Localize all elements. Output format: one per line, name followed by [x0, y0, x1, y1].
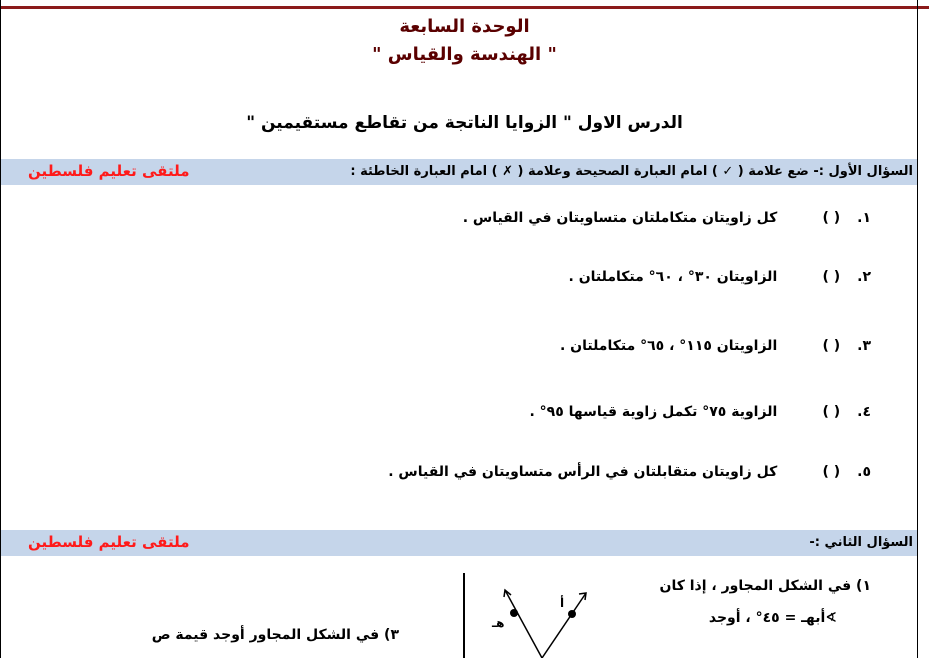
- unit-subtitle: " الهندسة والقياس ": [372, 44, 557, 65]
- top-border: [0, 6, 929, 9]
- answer-box[interactable]: ( ): [822, 404, 841, 420]
- item-number: ٢.: [857, 269, 871, 285]
- lesson-title: الدرس الاول " الزوايا الناتجة من تقاطع مستقيمين ": [246, 113, 683, 133]
- item-text: كل زاويتان متقابلتان في الرأس متساويتان في القياس .: [388, 464, 778, 480]
- answer-box[interactable]: ( ): [822, 464, 841, 480]
- list-item: [560, 338, 871, 354]
- question1-band: [1, 159, 917, 185]
- answer-box[interactable]: ( ): [822, 338, 841, 354]
- brand-label: ملتقى تعليم فلسطين: [28, 162, 190, 180]
- item-text: كل زاويتان متكاملتان متساويتان في القياس .: [462, 210, 778, 226]
- item-number: ٥.: [857, 464, 871, 480]
- answer-box[interactable]: ( ): [822, 269, 841, 285]
- brand-label: ملتقى تعليم فلسطين: [28, 533, 190, 551]
- item-number: ١.: [857, 210, 871, 226]
- question2-part1-line1: ١) في الشكل المجاور ، إذا كان: [659, 578, 871, 594]
- question2-prompt: السؤال الثاني :-: [809, 535, 913, 550]
- intersecting-lines-figure: [478, 585, 598, 658]
- point-a: [568, 610, 576, 618]
- line-h: [505, 590, 542, 658]
- list-item: [529, 404, 871, 420]
- item-text: الزاويتان ٣٠° ، ٦٠° متكاملتان .: [568, 269, 778, 285]
- question2-band: [1, 530, 917, 556]
- label-h: هـ: [492, 616, 505, 630]
- label-a: أ: [560, 596, 565, 610]
- unit-title: الوحدة السابعة: [399, 16, 530, 37]
- column-divider: [463, 573, 465, 658]
- question2-part1-line2: ∢أبهـ = ٤٥° ، أوجد: [708, 610, 837, 626]
- list-item: [388, 464, 871, 480]
- question2-part3: ٣) في الشكل المجاور أوجد قيمة ص: [151, 627, 399, 643]
- answer-box[interactable]: ( ): [822, 210, 841, 226]
- left-margin-line: [0, 0, 1, 658]
- list-item: [569, 269, 872, 285]
- list-item: [463, 210, 871, 226]
- point-h: [510, 609, 518, 617]
- item-text: الزاوية ٧٥° تكمل زاوية قياسها ٩٥° .: [529, 404, 778, 420]
- right-margin-line: [917, 0, 918, 658]
- question1-prompt: السؤال الأول :- ضع علامة ( ✓ ) امام العبارة الصحيحة وعلامة ( ✗ ) امام العبارة الخاطئة :: [350, 164, 913, 179]
- item-number: ٤.: [857, 404, 871, 420]
- item-text: الزاويتان ١١٥° ، ٦٥° متكاملتان .: [559, 338, 778, 354]
- item-number: ٣.: [857, 338, 871, 354]
